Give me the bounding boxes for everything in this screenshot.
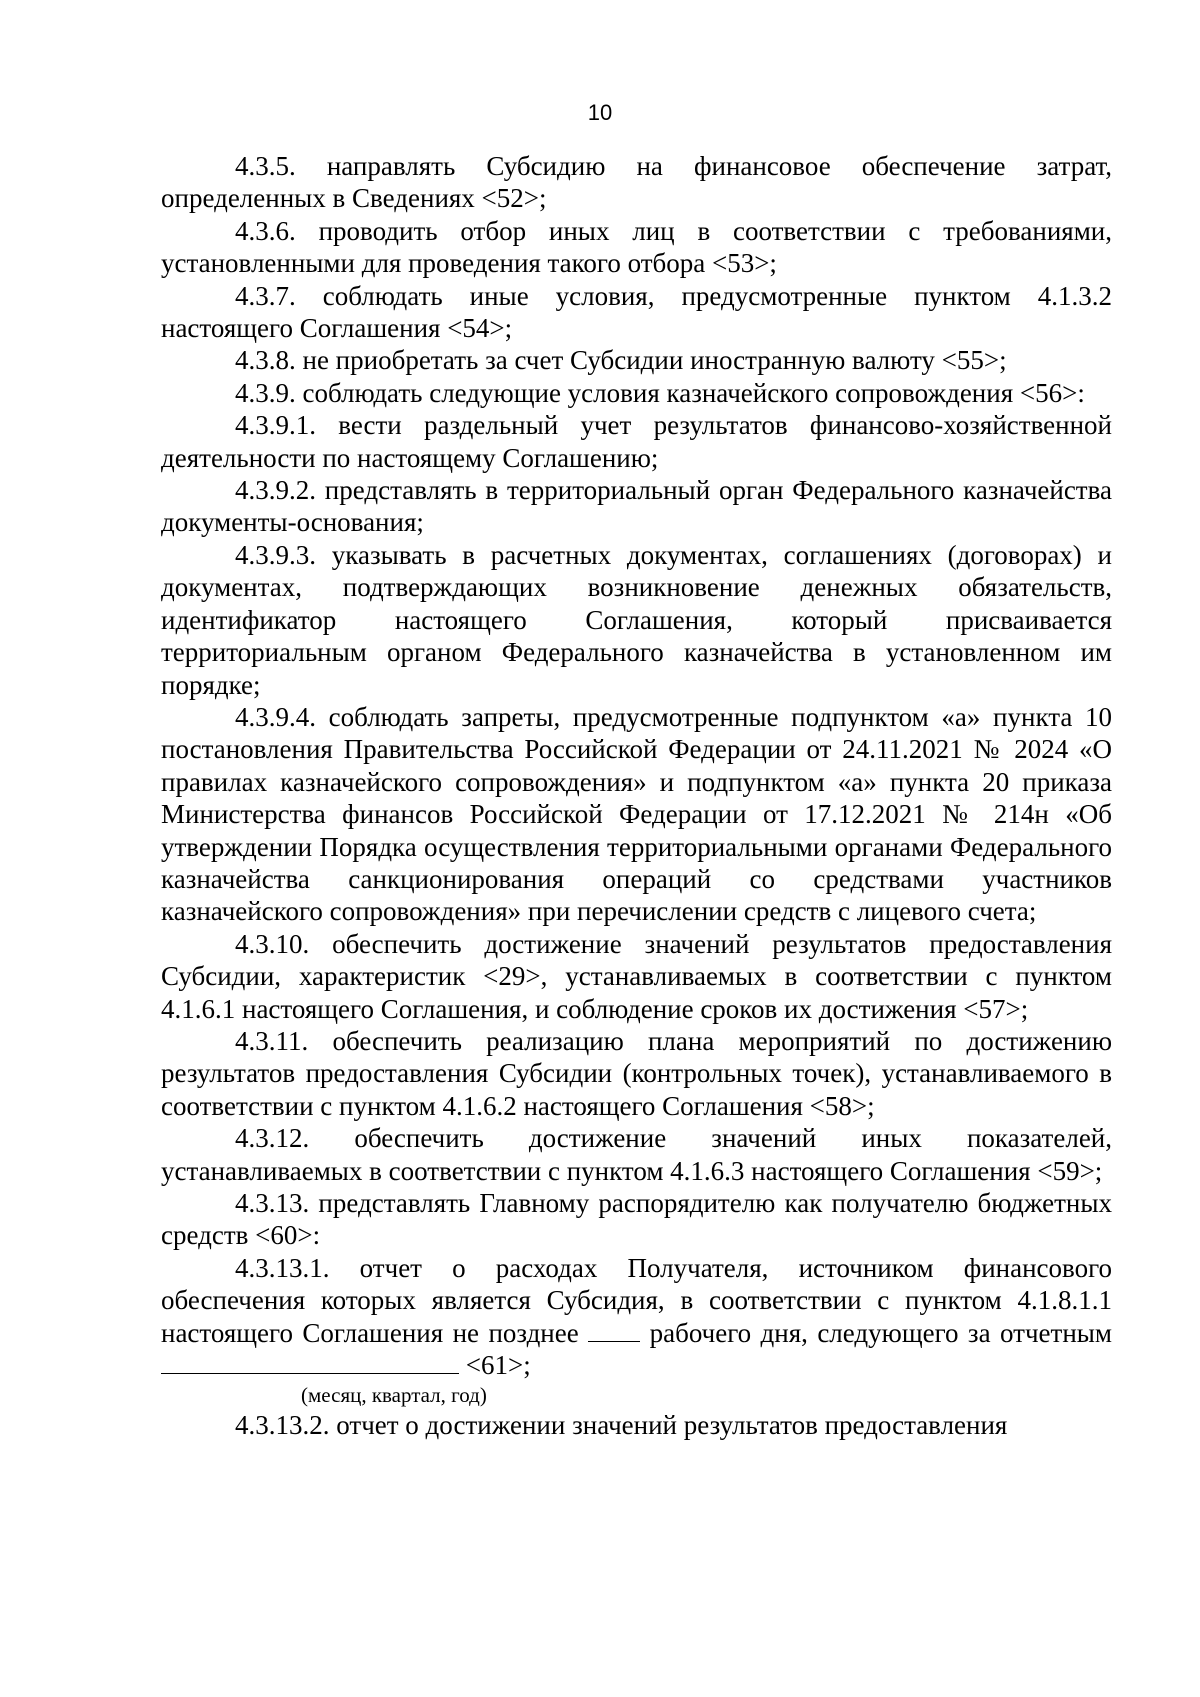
paragraph-4-3-12: 4.3.12. обеспечить достижение значений иных показателей, устанавливаемых в соответствии с пунктом 4.1.6.3 настоящего Соглашения <59>; (161, 1123, 1112, 1186)
paragraph-4-3-9-3: 4.3.9.3. указывать в расчетных документах, соглашениях (договорах) и документах, подтверждающих возникновение денежных обязательств, идентификатор настоящего Соглашения, который присваивается территориальным органом Федерального казначейства в установленном им порядке; (161, 539, 1112, 700)
paragraph-4-3-13-1-text-b: рабочего дня, следующего за отчетным (649, 1317, 1112, 1348)
paragraph-4-3-5: 4.3.5. направлять Субсидию на финансовое обеспечение затрат, определенных в Сведениях <52>; (161, 151, 1112, 214)
paragraph-4-3-13-1 (161, 1252, 1112, 1382)
paragraph-4-3-13-1-text-a: 4.3.13.1. отчет о расходах Получателя, источником финансового обеспечения которых является Субсидия, в соответствии с пунктом 4.1.8.1.1 настоящего Соглашения не позднее (161, 1252, 1112, 1348)
paragraph-4-3-9-4: 4.3.9.4. соблюдать запреты, предусмотренные подпунктом «а» пункта 10 постановления Правительства Российской Федерации от 24.11.2021 № 2024 «О правилах казначейского сопровождения» и подпунктом «а» пункта 20 приказа Министерства финансов Российской Федерации от 17.12.2021 № 214н «Об утверждении Порядка осуществления территориальными органами Федерального казначейства санкционирования операций со средствами участников казначейского сопровождения» при перечислении средств с лицевого счета; (161, 701, 1112, 927)
paragraph-4-3-10: 4.3.10. обеспечить достижение значений результатов предоставления Субсидии, характеристик <29>, устанавливаемых в соответствии с пунктом 4.1.6.1 настоящего Соглашения, и соблюдение сроков их достижения <57>; (161, 928, 1112, 1024)
document-body (161, 150, 1112, 1442)
paragraph-4-3-8: 4.3.8. не приобретать за счет Субсидии иностранную валюту <55>; (235, 345, 1007, 376)
blank-days-field (588, 1319, 640, 1342)
paragraph-4-3-13-1-text-c: <61>; (465, 1350, 531, 1381)
paragraph-4-3-9-2: 4.3.9.2. представлять в территориальный орган Федерального казначейства документы-основания; (161, 475, 1112, 538)
paragraph-4-3-9: 4.3.9. соблюдать следующие условия казначейского сопровождения <56>: (235, 377, 1085, 408)
paragraph-4-3-13-2: 4.3.13.2. отчет о достижении значений результатов предоставления (235, 1410, 1008, 1441)
paragraph-4-3-13: 4.3.13. представлять Главному распорядителю как получателю бюджетных средств <60>: (161, 1188, 1112, 1251)
paragraph-4-3-9-1: 4.3.9.1. вести раздельный учет результатов финансово-хозяйственной деятельности по настоящему Соглашению; (161, 410, 1112, 473)
paragraph-4-3-7: 4.3.7. соблюдать иные условия, предусмотренные пунктом 4.1.3.2 настоящего Соглашения <54>; (161, 280, 1112, 344)
paragraph-4-3-6: 4.3.6. проводить отбор иных лиц в соответствии с требованиями, установленными для проведения такого отбора <53>; (161, 215, 1112, 279)
paragraph-4-3-11: 4.3.11. обеспечить реализацию плана мероприятий по достижению результатов предоставления Субсидии (контрольных точек), устанавливаемого в соответствии с пунктом 4.1.6.2 настоящего Соглашения <58>; (161, 1025, 1112, 1121)
period-caption: (месяц, квартал, год) (301, 1383, 487, 1408)
blank-period-field (161, 1351, 459, 1374)
page-number: 10 (587, 100, 613, 125)
